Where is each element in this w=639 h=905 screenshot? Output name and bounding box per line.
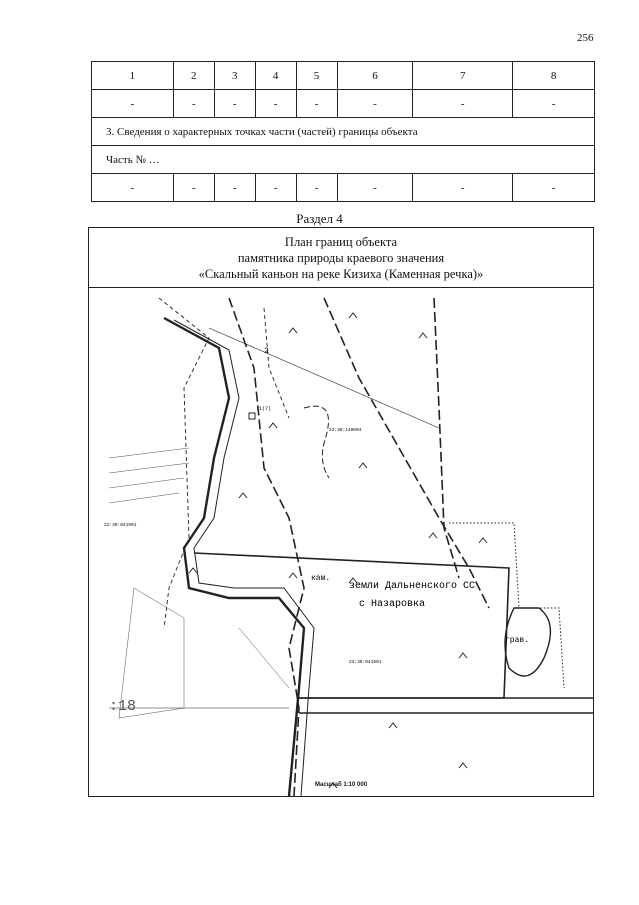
boundary-map [89, 288, 593, 796]
stone-label: кам. [311, 574, 331, 583]
table-info-row [92, 118, 595, 146]
table-cell: - [255, 174, 296, 202]
table-row [92, 90, 595, 118]
table-cell: 8 [513, 62, 595, 90]
gravel-label: грав. [505, 636, 530, 645]
table-cell: - [255, 90, 296, 118]
boundary-plan [88, 227, 594, 797]
table-row [92, 174, 595, 202]
page-number: 256 [577, 32, 594, 44]
table-cell: - [214, 90, 255, 118]
table-cell: 1 [92, 62, 174, 90]
plan-title-line-2: памятника природы краевого значения [237, 251, 445, 265]
table-cell: - [337, 174, 413, 202]
table-cell: - [173, 90, 214, 118]
plan-header [89, 228, 593, 288]
characteristic-points-heading: 3. Сведения о характерных точках части (частей) границы объекта [92, 118, 595, 146]
section-title: Раздел 4 [296, 211, 343, 226]
cadastral-number: 22:39:041901 [349, 660, 382, 665]
table-cell: 2 [173, 62, 214, 90]
table-cell: 6 [337, 62, 413, 90]
lands-label: земли Дальненского СС [349, 581, 476, 592]
table-cell: 4 [255, 62, 296, 90]
table-cell: - [214, 174, 255, 202]
table-cell: 7 [413, 62, 513, 90]
table-part-row [92, 146, 595, 174]
table-cell: - [513, 174, 595, 202]
cadastral-number: 22:39:041901 [104, 523, 137, 528]
table-cell: - [513, 90, 595, 118]
table-cell: 5 [296, 62, 337, 90]
contour-label: 2 [264, 347, 269, 356]
map-scale: Масштаб 1:10 000 [314, 782, 368, 788]
table-cell: - [296, 174, 337, 202]
plan-title-line-3: «Скальный каньон на реке Кизиха (Каменная речка)» [198, 267, 484, 281]
boundary-points-table [91, 61, 595, 202]
table-cell: 3 [214, 62, 255, 90]
village-label: с Назаровка [359, 599, 426, 610]
table-cell: - [92, 90, 174, 118]
table-cell: - [173, 174, 214, 202]
plan-title-line-1: План границ объекта [284, 235, 398, 249]
table-cell: - [413, 90, 513, 118]
table-cell: - [296, 90, 337, 118]
table-cell: - [413, 174, 513, 202]
marker-label: 1(7) [259, 406, 272, 412]
parcel-number-label: :18 [109, 698, 137, 715]
part-number-label: Часть № … [92, 146, 595, 174]
cadastral-number: 22:39:140004 [329, 428, 362, 433]
table-cell: - [337, 90, 413, 118]
table-cell: - [92, 174, 174, 202]
table-header-row [92, 62, 595, 90]
